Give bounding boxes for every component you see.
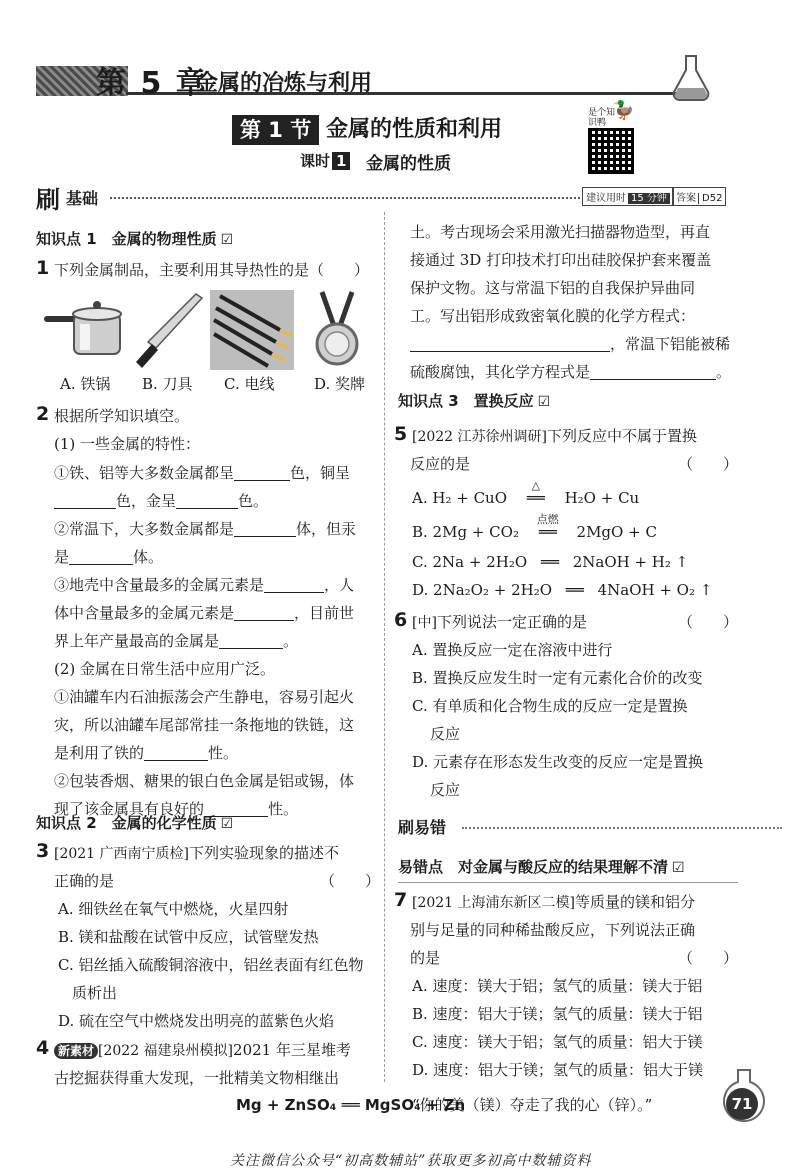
q7-answer-paren[interactable]: （ ） xyxy=(678,949,739,967)
q1-option-b[interactable]: B. 刀具 xyxy=(142,375,193,393)
section-title: 金属的性质和利用 xyxy=(326,117,503,142)
q7-number: 7 xyxy=(394,889,408,911)
column-divider xyxy=(384,212,385,1082)
answer-label: 答案 xyxy=(676,193,696,204)
q2-line: ②常温下，大多数金属都是 体，但汞 xyxy=(54,520,357,538)
q1-stem: 下列金属制品，主要利用其导热性的是（ ） xyxy=(54,261,370,279)
q5-number: 5 xyxy=(394,423,408,445)
q7-source: [2021 上海浦东新区二模] xyxy=(412,895,576,911)
footer-slogan: “你的美（镁）夺走了我的心（锌）。” xyxy=(412,1096,653,1114)
q7-stem-line2: 别与足量的同种稀盐酸反应，下列说法正确 xyxy=(410,921,696,939)
q2-line: 体中含量最多的金属元素是 ，目前世 xyxy=(54,604,355,622)
chapter-number: 第 5 章 xyxy=(96,66,208,101)
answer-blank[interactable] xyxy=(69,547,133,565)
duck-mascot-icon: 🦆 xyxy=(612,100,635,121)
q3-option-a[interactable]: A. 细铁丝在氧气中燃烧，火星四射 xyxy=(58,900,289,918)
q7-stem-line1: [2021 上海浦东新区二模]等质量的镁和铝分 xyxy=(412,893,696,911)
practice-dotted-line xyxy=(110,197,580,199)
q2-line: 是 体。 xyxy=(54,548,164,566)
q3-answer-paren[interactable]: （ ） xyxy=(320,872,381,890)
q4-cont-line: 保护文物。这与常温下铝的自我保护异曲同 xyxy=(410,279,696,297)
practice-errors-dotted-line xyxy=(462,827,782,829)
target-check-icon: ☑ xyxy=(672,860,685,876)
section-badge: 第 1 节 xyxy=(232,115,319,145)
q7-option-c[interactable]: C. 速度：镁大于铝；氢气的质量：铝大于镁 xyxy=(412,1033,703,1051)
answer-page: D52 xyxy=(698,193,722,204)
practice-heading-small: 基础 xyxy=(66,189,99,208)
knowledge-point-3 xyxy=(398,390,550,411)
q4-cont-line: 土。考古现场会采用激光扫描器物造型，再直 xyxy=(410,223,711,241)
reaction-arrow: ══ xyxy=(540,553,559,571)
q6-option-b[interactable]: B. 置换反应发生时一定有元素化合价的改变 xyxy=(412,669,703,687)
q3-option-d[interactable]: D. 硫在空气中燃烧发出明亮的蓝紫色火焰 xyxy=(58,1012,335,1030)
chapter-title: 金属的冶炼与利用 xyxy=(196,71,373,96)
q5-option-a[interactable]: A. H₂ + CuO △ ══ H₂O + Cu xyxy=(412,484,639,512)
q3-stem-line1: [2021 广西南宁质检]下列实验现象的描述不 xyxy=(54,844,340,862)
q3-option-b[interactable]: B. 镁和盐酸在试管中反应，试管壁发热 xyxy=(58,928,319,946)
q4-cont-line: 接通过 3D 打印技术打印出硅胶保护套来覆盖 xyxy=(410,251,712,269)
q5-option-d[interactable]: D. 2Na₂O₂ + 2H₂O ══ 4NaOH + O₂ ↑ xyxy=(412,576,712,604)
q3-source: [2021 广西南宁质检] xyxy=(54,846,190,862)
answer-blank[interactable] xyxy=(219,631,283,649)
error-point-title: 易错点 对金属与酸反应的结果理解不清 xyxy=(398,858,669,876)
page-number: 71 xyxy=(726,1088,758,1120)
q5-option-c[interactable]: C. 2Na + 2H₂O ══ 2NaOH + H₂ ↑ xyxy=(412,548,688,576)
q4-cont-line: ，常温下铝能被稀 xyxy=(410,330,730,358)
q6-option-c-cont: 反应 xyxy=(430,725,461,743)
target-check-icon: ☑ xyxy=(220,232,234,248)
lesson-title: 金属的性质 xyxy=(366,154,451,174)
qr-label: 是个知识鸭 xyxy=(588,108,616,128)
q4-source: [2022 福建泉州模拟] xyxy=(98,1043,234,1059)
lesson-label-text: 课时 xyxy=(300,152,331,170)
q4-cont-line: 工。写出铝形成致密氧化膜的化学方程式： xyxy=(410,307,696,325)
answer-blank[interactable] xyxy=(144,743,208,761)
knowledge-point-1 xyxy=(36,228,233,249)
q2-line: 现了该金属具有良好的 性。 xyxy=(54,800,299,818)
reaction-arrow: 点燃 ══ xyxy=(536,513,559,541)
q7-option-a[interactable]: A. 速度：镁大于铝；氢气的质量：镁大于铝 xyxy=(412,977,703,995)
q7-stem-line3: 的是 xyxy=(410,949,441,967)
wire-image xyxy=(210,290,294,370)
watermark-text: 关注微信公众号“初高数辅站”获取更多初高中数辅资料 xyxy=(230,1153,592,1169)
error-point-underline xyxy=(398,882,738,883)
reaction-arrow: ══ xyxy=(565,581,584,599)
q3-option-c-cont: 质析出 xyxy=(72,984,118,1002)
error-point xyxy=(398,856,685,877)
target-check-icon: ☑ xyxy=(220,816,234,832)
knowledge-point-2 xyxy=(36,812,233,833)
q6-option-d[interactable]: D. 元素存在形态发生改变的反应一定是置换 xyxy=(412,753,704,771)
suggested-time-value: 15 分钟 xyxy=(628,193,670,204)
q6-source: [中] xyxy=(412,615,437,631)
qr-code[interactable] xyxy=(588,128,634,174)
q1-option-d[interactable]: D. 奖牌 xyxy=(314,375,366,393)
footer-formula: Mg + ZnSO₄ ══ MgSO₄ + Zn xyxy=(236,1096,466,1114)
q1-option-a[interactable]: A. 铁锅 xyxy=(60,375,111,393)
kp2-title: 知识点 2 金属的化学性质 xyxy=(36,814,217,832)
answer-blank[interactable] xyxy=(410,334,610,352)
q5-stem-line2: 反应的是 xyxy=(410,455,471,473)
q6-answer-paren[interactable]: （ ） xyxy=(678,613,739,631)
q2-line: ①铁、铝等大多数金属都呈 色，铜呈 xyxy=(54,464,351,482)
q6-option-a[interactable]: A. 置换反应一定在溶液中进行 xyxy=(412,641,613,659)
q2-line: 界上年产量最高的金属是 。 xyxy=(54,632,299,650)
q7-option-d[interactable]: D. 速度：铝大于镁；氢气的质量：铝大于镁 xyxy=(412,1061,704,1079)
q2-line: ①油罐车内石油振荡会产生静电，容易引起火 xyxy=(54,688,355,706)
q6-option-c[interactable]: C. 有单质和化合物生成的反应一定是置换 xyxy=(412,697,688,715)
answer-blank[interactable] xyxy=(54,491,116,509)
q4-cont-line: 硫酸腐蚀，其化学方程式是 。 xyxy=(410,363,732,381)
lesson-label xyxy=(300,150,350,171)
q4-stem-line1: 新素材 [2022 福建泉州模拟]2021 年三星堆考 xyxy=(54,1036,351,1065)
practice-heading-big: 刷 xyxy=(36,186,60,214)
answer-ref-box xyxy=(672,187,726,206)
q1-number: 1 xyxy=(36,257,50,279)
q1-option-c[interactable]: C. 电线 xyxy=(224,375,275,393)
q3-option-c[interactable]: C. 铝丝插入硫酸铜溶液中，铝丝表面有红色物 xyxy=(58,956,364,974)
kp3-title: 知识点 3 置换反应 xyxy=(398,392,534,410)
knife-image xyxy=(134,290,204,370)
q5-source: [2022 江苏徐州调研] xyxy=(412,429,548,445)
q2-part2-heading: (2) 金属在日常生活中应用广泛。 xyxy=(54,660,276,678)
q6-stem: [中]下列说法一定正确的是 xyxy=(412,613,587,631)
new-material-tag: 新素材 xyxy=(54,1043,98,1059)
q4-number: 4 xyxy=(36,1037,50,1059)
medal-image xyxy=(304,290,370,370)
q5-answer-paren[interactable]: （ ） xyxy=(678,455,739,473)
q2-line: 色，金呈 色。 xyxy=(54,487,268,515)
q2-number: 2 xyxy=(36,403,50,425)
suggested-time-label: 建议用时 xyxy=(586,193,626,204)
answer-blank[interactable] xyxy=(234,519,296,537)
q6-number: 6 xyxy=(394,609,408,631)
q2-line: 灾，所以油罐车尾部常挂一条拖地的铁链，这 xyxy=(54,716,355,734)
target-check-icon: ☑ xyxy=(537,394,551,410)
q3-stem-line2: 正确的是 xyxy=(54,872,115,890)
answer-blank[interactable] xyxy=(234,603,294,621)
q4-stem-line2: 古挖掘获得重大发现，一批精美文物相继出 xyxy=(54,1069,340,1087)
q6-option-d-cont: 反应 xyxy=(430,781,461,799)
q2-part1-heading: (1) 一些金属的特性： xyxy=(54,435,201,453)
q7-option-b[interactable]: B. 速度：铝大于镁；氢气的质量：镁大于铝 xyxy=(412,1005,703,1023)
reaction-arrow: △ ══ xyxy=(526,479,545,507)
q2-line: 是利用了铁的 性。 xyxy=(54,744,239,762)
pot-image xyxy=(42,290,126,370)
q2-line: ②包装香烟、糖果的银白色金属是铝或锡，体 xyxy=(54,772,355,790)
practice-errors-heading: 刷易错 xyxy=(398,818,447,837)
q2-line: ③地壳中含量最多的金属元素是 ，人 xyxy=(54,576,355,594)
q5-option-b[interactable]: B. 2Mg + CO₂ 点燃 ══ 2MgO + C xyxy=(412,518,657,546)
q5-stem-line1: [2022 江苏徐州调研]下列反应中不属于置换 xyxy=(412,427,698,445)
kp1-title: 知识点 1 金属的物理性质 xyxy=(36,230,217,248)
q2-stem: 根据所学知识填空。 xyxy=(54,407,190,425)
q3-number: 3 xyxy=(36,840,50,862)
suggested-time-box xyxy=(582,187,674,206)
lesson-number: 1 xyxy=(332,152,350,170)
answer-blank[interactable] xyxy=(176,491,238,509)
answer-blank[interactable] xyxy=(590,362,716,380)
flask-icon xyxy=(668,52,714,102)
answer-blank[interactable] xyxy=(264,575,324,593)
answer-blank[interactable] xyxy=(234,463,290,481)
